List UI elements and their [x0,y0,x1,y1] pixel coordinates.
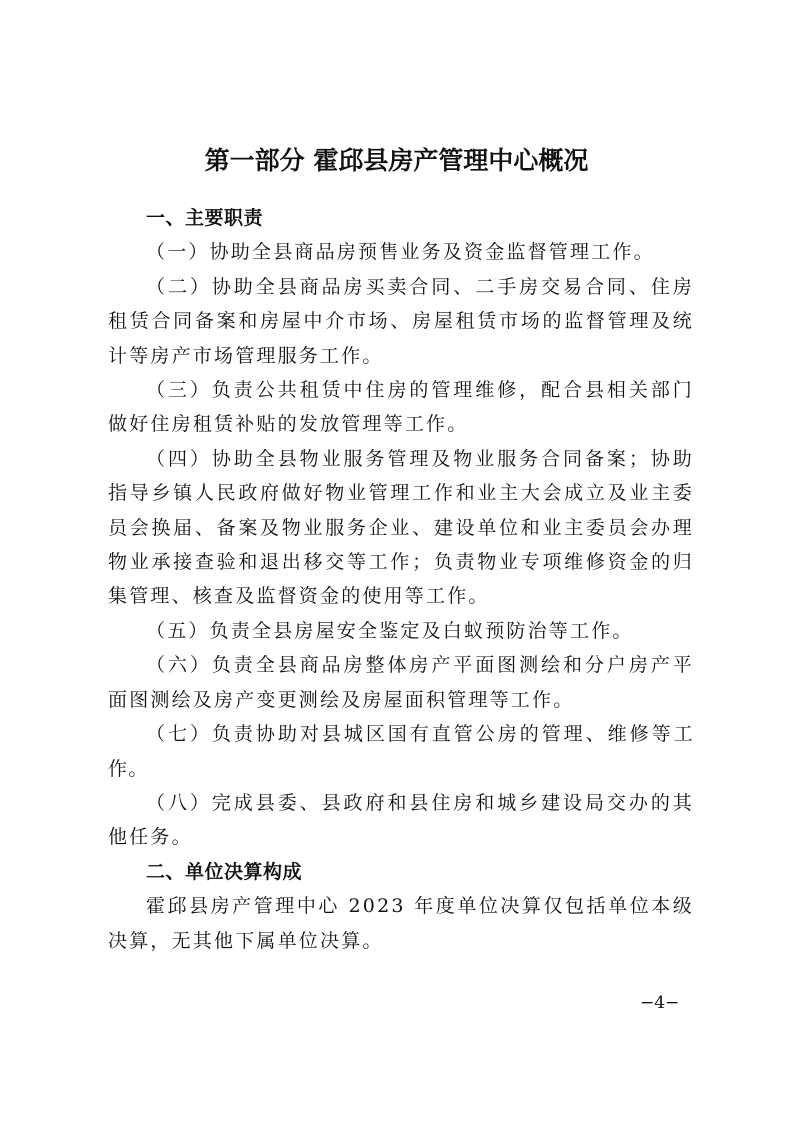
duty-item-6: （六）负责全县商品房整体房产平面图测绘和分户房产平面图测绘及房产变更测绘及房屋面积管理等工作。 [108,654,694,711]
duty-item-5: （五）负责全县房屋安全鉴定及白蚁预防治等工作。 [146,619,634,642]
duty-item-3: （三）负责公共租赁中住房的管理维修，配合县相关部门做好住房租赁补贴的发放管理等工作。 [108,379,694,436]
section-heading-budget-composition: 二、单位决算构成 [146,860,303,883]
duty-item-8: （八）完成县委、县政府和县住房和城乡建设局交办的其他任务。 [108,791,694,849]
duty-item-4: （四）协助全县物业服务管理及物业服务合同备案；协助指导乡镇人民政府做好物业管理工作和业主大会成立及业主委员会换届、备案及物业服务企业、建设单位和业主委员会办理物业承接查验和退出移交等工作；负责物业专项维修资金的归集管理、核查及监督资金的使用等工作。 [108,447,694,608]
duty-item-7: （七）负责协助对县城区国有直管公房的管理、维修等工作。 [108,723,694,780]
section-heading-main-duties: 一、主要职责 [146,207,264,229]
duty-item-2: （二）协助全县商品房买卖合同、二手房交易合同、住房租赁合同备案和房屋中介市场、房屋租赁市场的监督管理及统计等房产市场管理服务工作。 [108,275,694,367]
budget-composition-text: 霍邱县房产管理中心 2023 年度单位决算仅包括单位本级决算，无其他下属单位决算。 [108,895,694,952]
document-body [108,201,694,958]
page-title: 第一部分 霍邱县房产管理中心概况 [204,146,589,175]
page-number: −4− [640,993,680,1013]
duty-item-1: （一）协助全县商品房预售业务及资金监督管理工作。 [146,241,655,264]
